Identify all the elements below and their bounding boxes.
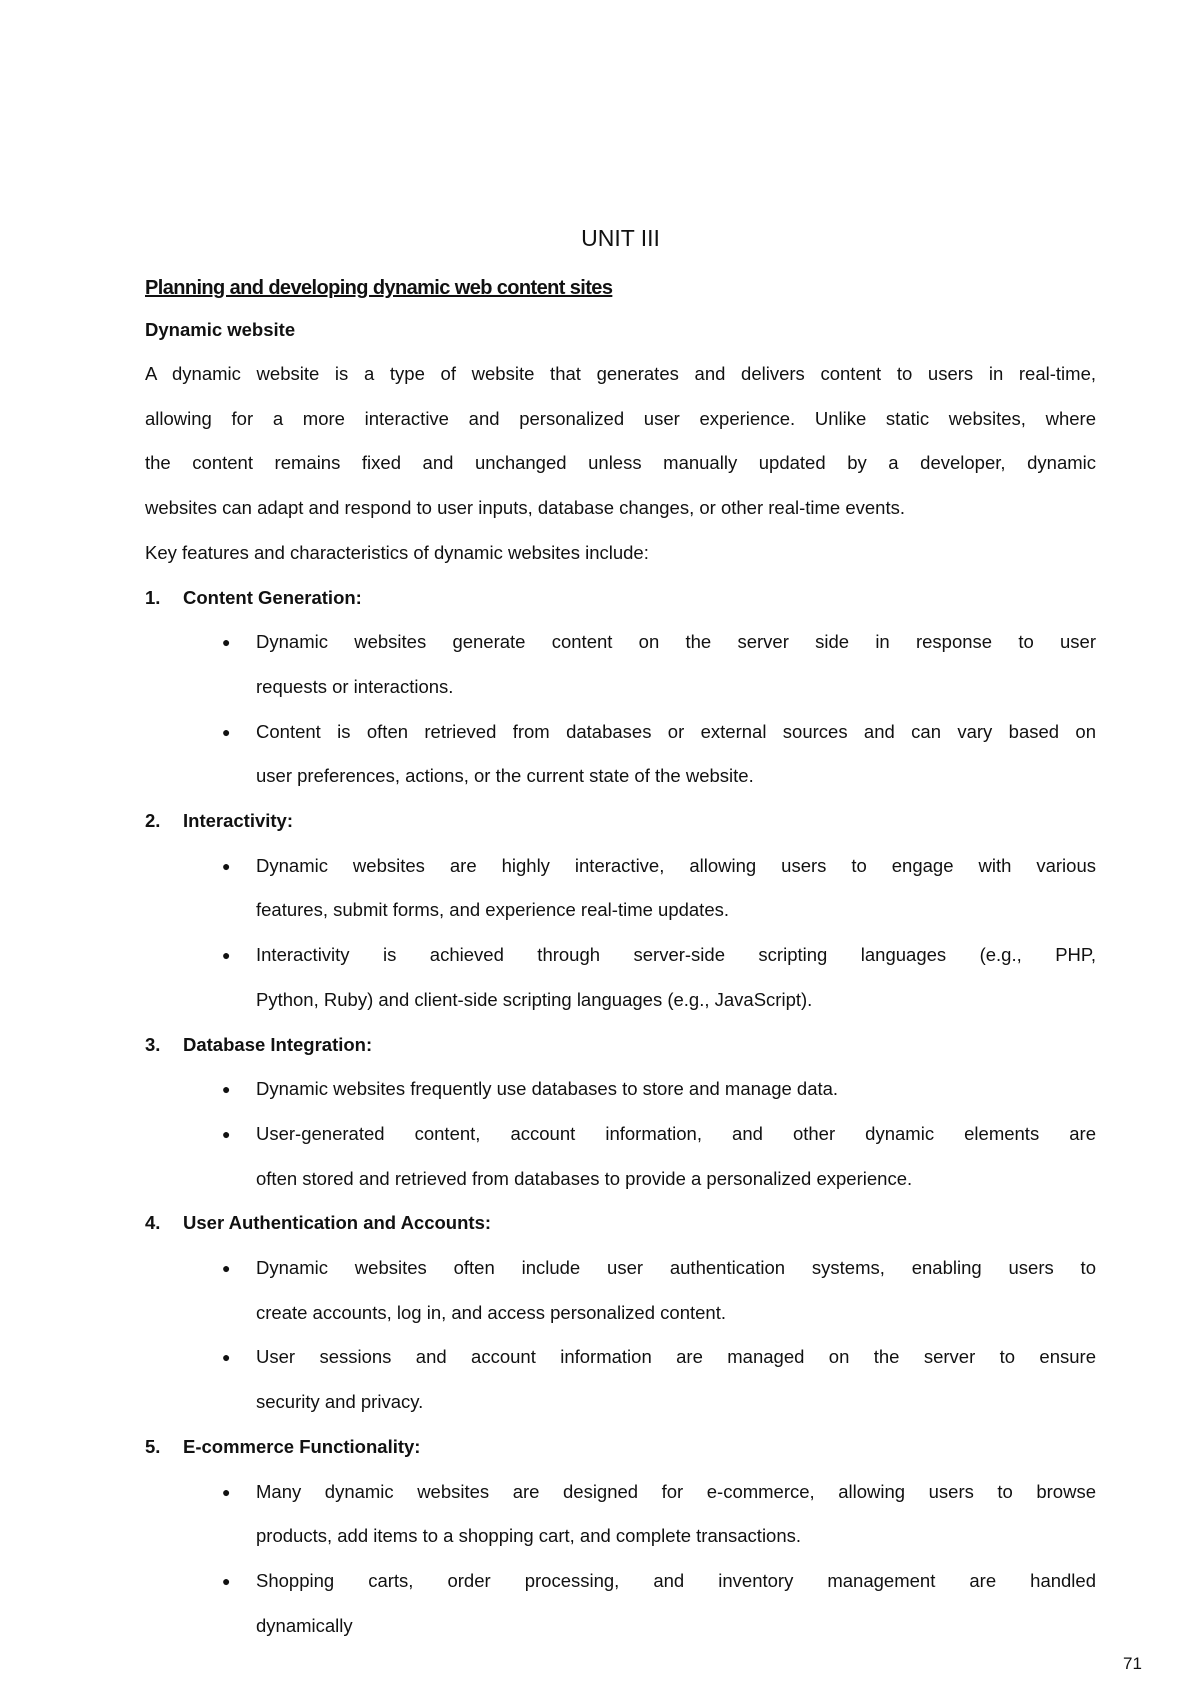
feature-title: Database Integration: (183, 1033, 373, 1055)
feature-title: User Authentication and Accounts: (183, 1212, 492, 1234)
bullet-line: create accounts, log in, and access personalized content. (256, 1301, 726, 1323)
bullet-item (145, 844, 1096, 933)
bullet-icon: ● (222, 1260, 231, 1277)
bullet-line: User sessions and account information are managed on the server to ensure (256, 1346, 1096, 1368)
bullet-icon: ● (222, 1483, 231, 1500)
lead-in: Key features and characteristics of dynamic websites include: (145, 541, 649, 563)
document-page (145, 216, 1096, 1648)
bullet-icon: ● (222, 857, 231, 874)
feature-title: Content Generation: (183, 586, 362, 608)
bullet-line: Dynamic websites frequently use databases to store and manage data. (256, 1078, 839, 1100)
feature-number: 4. (145, 1212, 161, 1234)
feature-heading (145, 1023, 1096, 1068)
intro-line: websites can adapt and respond to user inputs, database changes, or other real-time events. (145, 497, 905, 519)
bullet-icon: ● (222, 634, 231, 651)
page-number: 71 (1123, 1654, 1142, 1673)
bullet-item (145, 1559, 1096, 1648)
unit-title: UNIT III (581, 225, 660, 251)
bullet-item (145, 620, 1096, 709)
intro-paragraph (145, 352, 1096, 531)
intro-line: the content remains fixed and unchanged unless manually updated by a developer, dynamic (145, 452, 1096, 474)
section-heading: Planning and developing dynamic web content sites (145, 277, 613, 299)
feature-list (145, 576, 1096, 1649)
bullet-line: Python, Ruby) and client-side scripting languages (e.g., JavaScript). (256, 988, 813, 1010)
bullet-item (145, 1112, 1096, 1201)
bullet-item (145, 933, 1096, 1022)
bullet-line: user preferences, actions, or the current state of the website. (256, 765, 754, 787)
bullet-line: products, add items to a shopping cart, and complete transactions. (256, 1525, 802, 1547)
subheading: Dynamic website (145, 319, 296, 340)
bullet-icon: ● (222, 1572, 231, 1589)
bullet-item (145, 1067, 1096, 1112)
bullet-item (145, 1335, 1096, 1424)
feature-number: 5. (145, 1435, 161, 1457)
bullet-line: requests or interactions. (256, 675, 454, 697)
bullet-icon: ● (222, 1349, 231, 1366)
feature-number: 2. (145, 810, 161, 832)
bullet-line: Shopping carts, order processing, and inventory management are handled (256, 1569, 1096, 1591)
bullet-line: often stored and retrieved from databases to provide a personalized experience. (256, 1167, 913, 1189)
bullet-item (145, 710, 1096, 799)
feature-title: Interactivity: (183, 810, 294, 832)
bullet-line: Dynamic websites often include user authentication systems, enabling users to (256, 1257, 1096, 1279)
bullet-line: Dynamic websites are highly interactive, allowing users to engage with various (256, 854, 1096, 876)
bullet-icon: ● (222, 947, 231, 964)
intro-line: allowing for a more interactive and personalized user experience. Unlike static websites, where (145, 407, 1096, 429)
bullet-line: security and privacy. (256, 1391, 424, 1413)
bullet-line: Dynamic websites generate content on the server side in response to user (256, 631, 1096, 653)
feature-title: E-commerce Functionality: (183, 1435, 421, 1457)
bullet-line: User-generated content, account information, and other dynamic elements are (256, 1122, 1096, 1144)
feature-heading (145, 576, 1096, 621)
bullet-item (145, 1470, 1096, 1559)
bullet-icon: ● (222, 723, 231, 740)
feature-heading (145, 1201, 1096, 1246)
bullet-item (145, 1246, 1096, 1335)
feature-heading (145, 1425, 1096, 1470)
bullet-icon: ● (222, 1125, 231, 1142)
bullet-line: features, submit forms, and experience real-time updates. (256, 899, 730, 921)
intro-line: A dynamic website is a type of website that generates and delivers content to users in real-time, (145, 363, 1096, 384)
bullet-line: Many dynamic websites are designed for e-commerce, allowing users to browse (256, 1480, 1096, 1502)
bullet-line: Interactivity is achieved through server-side scripting languages (e.g., PHP, (256, 944, 1096, 966)
bullet-icon: ● (222, 1081, 231, 1098)
bullet-line: dynamically (256, 1614, 353, 1636)
feature-heading (145, 799, 1096, 844)
feature-number: 1. (145, 586, 161, 608)
bullet-line: Content is often retrieved from databases or external sources and can vary based on (256, 720, 1096, 742)
feature-number: 3. (145, 1033, 161, 1055)
